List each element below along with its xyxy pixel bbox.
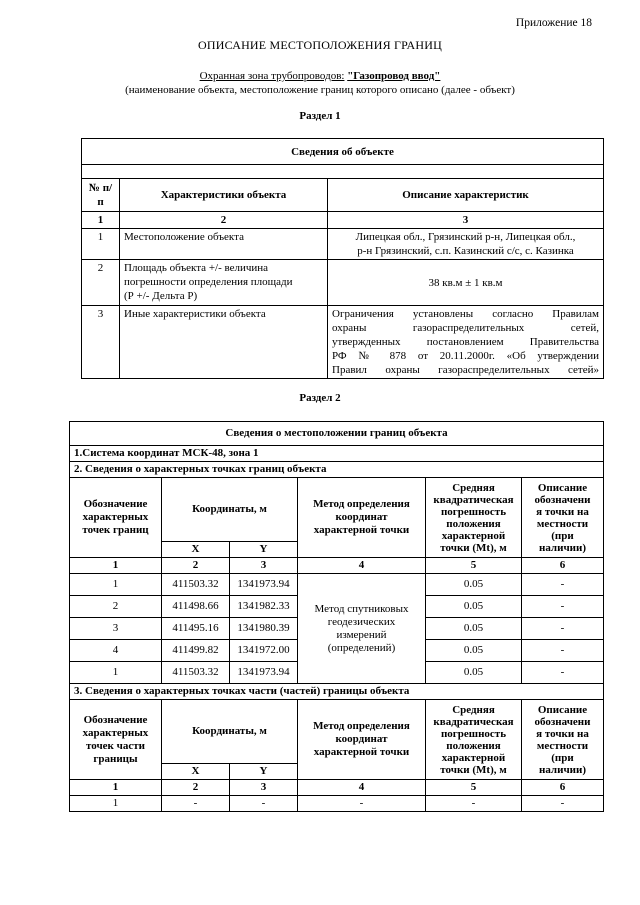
zone-name: "Газопровод ввод" (347, 70, 441, 82)
coord-system: 1.Система координат МСК-48, зона 1 (70, 446, 604, 462)
col-num-5: 5 (426, 558, 522, 574)
header-method: Метод определения координат характерной точки (298, 700, 426, 780)
table-row (70, 796, 604, 812)
point-error: 0.05 (426, 640, 522, 662)
desc-line: Липецкая обл., Грязинский р-н, Липецкая обл., (355, 231, 576, 243)
appendix-label: Приложение 18 (515, 17, 592, 29)
desc-line: Правил охраны газораспределительных сетей» (332, 364, 599, 376)
desc-line: охраны газораспределительных сетей, (332, 322, 599, 334)
header-point-description: Описание обозначени я точки на местности (при наличии) (522, 700, 604, 780)
object-info-table (81, 138, 604, 379)
col-num-2: 2 (162, 558, 230, 574)
part-point-x: - (162, 796, 230, 812)
col-num-5: 5 (426, 780, 522, 796)
header-error: Средняя квадратическая погрешность положения характерной точки (Mt), м (426, 478, 522, 558)
point-y: 1341980.39 (230, 618, 298, 640)
header-y: Y (230, 764, 298, 780)
point-y: 1341973.94 (230, 662, 298, 684)
section-2-title: Раздел 2 (299, 392, 341, 404)
part-point-method: - (298, 796, 426, 812)
table-row (70, 574, 604, 596)
subsection-3-title: 3. Сведения о характерных точках части (частей) границы объекта (70, 684, 604, 700)
name-line: погрешности определения площади (124, 276, 293, 288)
part-point-number: 1 (70, 796, 162, 812)
part-point-error: - (426, 796, 522, 812)
col-num-3: 3 (230, 558, 298, 574)
point-number: 3 (70, 618, 162, 640)
col-num-4: 4 (298, 780, 426, 796)
desc-line: РФ № 878 от 20.11.2000г. «Об утверждении (332, 350, 599, 362)
row-number: 2 (82, 260, 120, 306)
desc-line: р-н Грязинский, с.п. Казинский с/с, с. Казинка (357, 245, 574, 257)
spacer-row (82, 165, 604, 179)
row-name (120, 260, 328, 306)
col-num-6: 6 (522, 780, 604, 796)
point-x: 411495.16 (162, 618, 230, 640)
header-part-point-designation: Обозначение характерных точек части границы (70, 700, 162, 780)
table-row (82, 229, 604, 260)
point-x: 411503.32 (162, 662, 230, 684)
col-num-2: 2 (120, 212, 328, 229)
point-error: 0.05 (426, 574, 522, 596)
zone-note: (наименование объекта, местоположение границ которого описано (далее - объект) (125, 84, 515, 96)
desc-line: утвержденных постановлением Правительства (332, 336, 599, 348)
col-num-1: 1 (82, 212, 120, 229)
point-description: - (522, 596, 604, 618)
desc-line: Ограничения установлены согласно Правилам (332, 308, 599, 320)
header-x: X (162, 764, 230, 780)
zone-line (0, 70, 640, 82)
point-description: - (522, 662, 604, 684)
header-error: Средняя квадратическая погрешность положения характерной точки (Mt), м (426, 700, 522, 780)
method-cell: Метод спутниковых геодезических измерений (определений) (298, 574, 426, 684)
header-point-description: Описание обозначени я точки на местности (при наличии) (522, 478, 604, 558)
row-name: Местоположение объекта (120, 229, 328, 260)
point-error: 0.05 (426, 596, 522, 618)
col-num-1: 1 (70, 780, 162, 796)
name-line: Площадь объекта +/- величина (124, 262, 269, 274)
header-method: Метод определения координат характерной точки (298, 478, 426, 558)
point-number: 4 (70, 640, 162, 662)
header-description: Описание характеристик (328, 179, 604, 212)
name-line: (Р +/- Дельта Р) (124, 290, 198, 302)
row-name: Иные характеристики объекта (120, 306, 328, 379)
col-num-2: 2 (162, 780, 230, 796)
document-title: ОПИСАНИЕ МЕСТОПОЛОЖЕНИЯ ГРАНИЦ (198, 38, 442, 52)
header-point-designation: Обозначение характерных точек границ (70, 478, 162, 558)
row-number: 3 (82, 306, 120, 379)
header-x: X (162, 542, 230, 558)
point-number: 1 (70, 574, 162, 596)
part-point-y: - (230, 796, 298, 812)
row-description (328, 306, 604, 379)
point-number: 1 (70, 662, 162, 684)
point-x: 411503.32 (162, 574, 230, 596)
row-description: 38 кв.м ± 1 кв.м (328, 260, 604, 306)
subsection-2-title: 2. Сведения о характерных точках границ объекта (70, 462, 604, 478)
point-description: - (522, 640, 604, 662)
row-description (328, 229, 604, 260)
point-description: - (522, 618, 604, 640)
part-point-description: - (522, 796, 604, 812)
point-error: 0.05 (426, 618, 522, 640)
boundary-table (69, 421, 604, 812)
point-y: 1341973.94 (230, 574, 298, 596)
point-error: 0.05 (426, 662, 522, 684)
header-coordinates: Координаты, м (162, 700, 298, 764)
point-y: 1341972.00 (230, 640, 298, 662)
col-num-4: 4 (298, 558, 426, 574)
zone-prefix: Охранная зона трубопроводов: (199, 70, 345, 82)
header-y: Y (230, 542, 298, 558)
row-number: 1 (82, 229, 120, 260)
col-num-1: 1 (70, 558, 162, 574)
point-x: 411499.82 (162, 640, 230, 662)
table-row (82, 306, 604, 379)
point-number: 2 (70, 596, 162, 618)
header-number: № п/п (82, 179, 120, 212)
section-1-title: Раздел 1 (299, 110, 341, 122)
table-row (82, 260, 604, 306)
col-num-3: 3 (230, 780, 298, 796)
col-num-3: 3 (328, 212, 604, 229)
object-info-table-title: Сведения об объекте (82, 139, 604, 165)
point-x: 411498.66 (162, 596, 230, 618)
header-coordinates: Координаты, м (162, 478, 298, 542)
col-num-6: 6 (522, 558, 604, 574)
point-y: 1341982.33 (230, 596, 298, 618)
boundary-table-title: Сведения о местоположении границ объекта (70, 422, 604, 446)
point-description: - (522, 574, 604, 596)
header-characteristics: Характеристики объекта (120, 179, 328, 212)
